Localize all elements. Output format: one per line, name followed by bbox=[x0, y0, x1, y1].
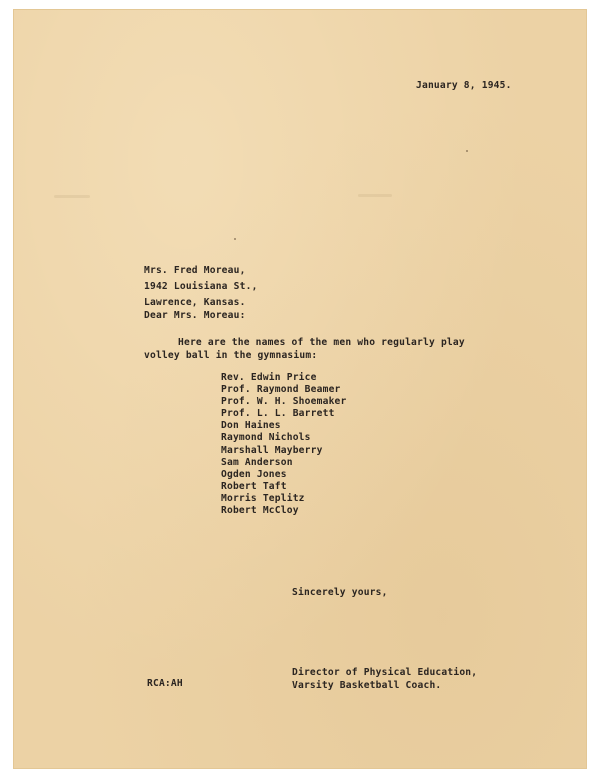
list-item: Don Haines bbox=[221, 420, 281, 432]
list-item: Prof. Raymond Beamer bbox=[221, 384, 341, 396]
list-item: Robert Taft bbox=[221, 480, 287, 492]
signature-title: Varsity Basketball Coach. bbox=[292, 680, 442, 691]
letter-date: January 8, 1945. bbox=[416, 80, 512, 91]
address-line: Mrs. Fred Moreau, bbox=[144, 265, 246, 276]
address-line: Lawrence, Kansas. bbox=[144, 297, 246, 308]
letter-page bbox=[14, 10, 586, 768]
signature-title: Director of Physical Education, bbox=[292, 667, 478, 678]
recipient-address bbox=[144, 263, 258, 311]
list-item: Robert McCloy bbox=[221, 505, 299, 517]
reference-initials: RCA:AH bbox=[147, 678, 183, 689]
list-item: Morris Teplitz bbox=[221, 492, 305, 504]
names-list bbox=[221, 372, 347, 517]
list-item: Prof. L. L. Barrett bbox=[221, 408, 335, 420]
list-item: Marshall Mayberry bbox=[221, 444, 323, 456]
list-item: Prof. W. H. Shoemaker bbox=[221, 396, 347, 408]
body-line: Here are the names of the men who regularly play bbox=[178, 337, 465, 348]
paper-speck bbox=[466, 150, 468, 152]
paper-smudge bbox=[54, 195, 90, 198]
body-line: volley ball in the gymnasium: bbox=[144, 350, 318, 361]
paper-speck bbox=[234, 238, 236, 240]
paper-smudge bbox=[358, 194, 392, 197]
salutation: Dear Mrs. Moreau: bbox=[144, 310, 246, 321]
list-item: Rev. Edwin Price bbox=[221, 372, 317, 383]
closing: Sincerely yours, bbox=[292, 587, 388, 598]
signature-block bbox=[292, 666, 477, 692]
address-line: 1942 Louisiana St., bbox=[144, 281, 258, 292]
list-item: Raymond Nichols bbox=[221, 432, 311, 444]
list-item: Sam Anderson bbox=[221, 456, 293, 468]
list-item: Ogden Jones bbox=[221, 468, 287, 480]
